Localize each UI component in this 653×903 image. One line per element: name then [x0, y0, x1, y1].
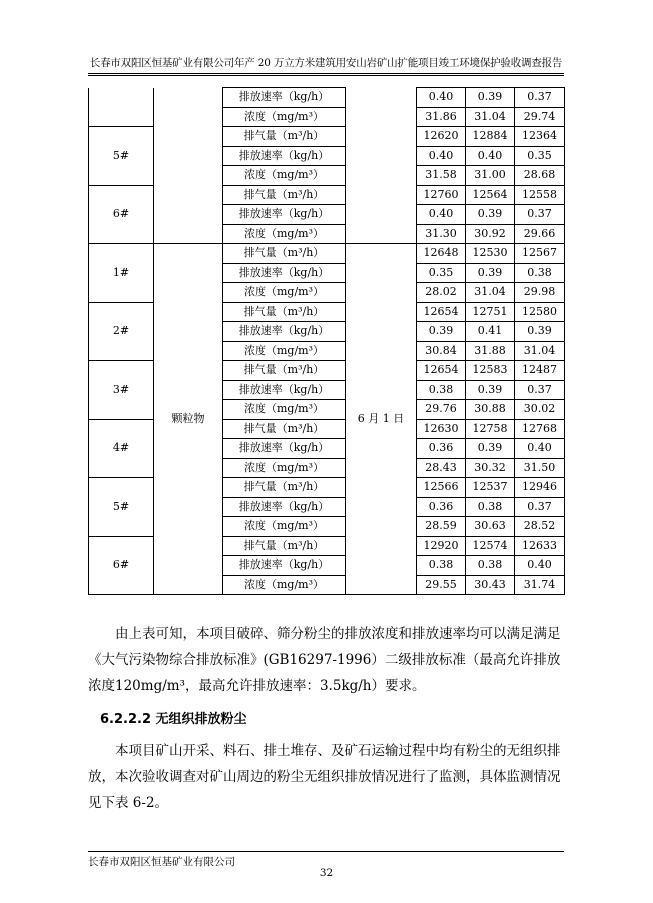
monitoring-table — [88, 87, 565, 595]
value-cell: 12567 — [515, 244, 565, 264]
pollutant-cell — [154, 88, 223, 244]
metric-label: 浓度（mg/m³） — [223, 166, 346, 186]
value-cell: 12564 — [466, 185, 515, 205]
conclusion-paragraph — [88, 621, 564, 699]
value-cell: 12654 — [417, 361, 466, 381]
value-cell: 0.37 — [515, 497, 565, 517]
header-rule — [88, 73, 564, 74]
value-cell: 12648 — [417, 244, 466, 264]
header-title: 长春市双阳区恒基矿业有限公司年产 20 万立方米建筑用安山岩矿山扩能项目竣工环境保护验收调查报告 — [89, 57, 563, 69]
metric-label: 浓度（mg/m³） — [223, 458, 346, 478]
value-cell: 0.40 — [417, 88, 466, 108]
metric-label: 排气量（m³/h） — [223, 302, 346, 322]
value-cell: 0.38 — [417, 380, 466, 400]
value-cell: 0.39 — [466, 263, 515, 283]
value-cell: 12751 — [466, 302, 515, 322]
value-cell: 28.68 — [515, 166, 565, 186]
value-cell: 0.37 — [515, 88, 565, 108]
metric-label: 浓度（mg/m³） — [223, 224, 346, 244]
metric-label: 排放速率（kg/h） — [223, 146, 346, 166]
date-label: 6 月 1 日 — [346, 244, 417, 595]
value-cell: 0.40 — [515, 439, 565, 459]
value-cell: 0.38 — [466, 497, 515, 517]
group-label: 6# — [89, 185, 154, 244]
value-cell: 12558 — [515, 185, 565, 205]
metric-label: 浓度（mg/m³） — [223, 107, 346, 127]
metric-label: 排气量（m³/h） — [223, 361, 346, 381]
value-cell: 31.88 — [466, 341, 515, 361]
metric-label: 排放速率（kg/h） — [223, 322, 346, 342]
value-cell: 0.40 — [466, 146, 515, 166]
metric-label: 排放速率（kg/h） — [223, 263, 346, 283]
metric-label: 排放速率（kg/h） — [223, 88, 346, 108]
value-cell: 0.36 — [417, 439, 466, 459]
value-cell: 30.02 — [515, 400, 565, 420]
description-text: 本项目矿山开采、料石、排土堆存、及矿石运输过程中均有粉尘的无组织排放，本次验收调查对矿山周边的粉尘无组织排放情况进行了监测，具体监测情况见下表 6-2。 — [88, 743, 561, 811]
value-cell: 31.30 — [417, 224, 466, 244]
value-cell: 0.39 — [417, 322, 466, 342]
value-cell: 30.92 — [466, 224, 515, 244]
value-cell: 12760 — [417, 185, 466, 205]
value-cell: 0.35 — [515, 146, 565, 166]
value-cell: 0.40 — [515, 556, 565, 576]
value-cell: 12487 — [515, 361, 565, 381]
group-label: 3# — [89, 361, 154, 420]
value-cell: 28.02 — [417, 283, 466, 303]
value-cell: 29.55 — [417, 575, 466, 595]
value-cell: 30.63 — [466, 517, 515, 537]
value-cell: 0.39 — [466, 205, 515, 225]
value-cell: 12920 — [417, 536, 466, 556]
value-cell: 0.39 — [466, 380, 515, 400]
value-cell: 30.84 — [417, 341, 466, 361]
footer-company: 长春市双阳区恒基矿业有限公司 — [88, 856, 235, 868]
metric-label: 排放速率（kg/h） — [223, 497, 346, 517]
value-cell: 0.39 — [515, 322, 565, 342]
value-cell: 0.36 — [417, 497, 466, 517]
value-cell: 0.39 — [466, 88, 515, 108]
value-cell: 30.32 — [466, 458, 515, 478]
value-cell: 12583 — [466, 361, 515, 381]
value-cell: 12758 — [466, 419, 515, 439]
group-label: 5# — [89, 127, 154, 186]
date-cell — [346, 88, 417, 244]
value-cell: 31.00 — [466, 166, 515, 186]
footer-rule — [88, 851, 564, 852]
value-cell: 29.76 — [417, 400, 466, 420]
value-cell: 0.40 — [417, 146, 466, 166]
value-cell: 31.74 — [515, 575, 565, 595]
value-cell: 30.88 — [466, 400, 515, 420]
page-number: 32 — [319, 867, 334, 879]
table-row — [89, 88, 565, 108]
section-heading: 6.2.2.2 无组织排放粉尘 — [100, 712, 247, 727]
value-cell: 0.38 — [466, 556, 515, 576]
value-cell: 12580 — [515, 302, 565, 322]
value-cell: 29.66 — [515, 224, 565, 244]
value-cell: 29.74 — [515, 107, 565, 127]
header-rule-double — [88, 75, 564, 76]
value-cell: 31.04 — [466, 283, 515, 303]
metric-label: 排放速率（kg/h） — [223, 556, 346, 576]
value-cell: 28.43 — [417, 458, 466, 478]
value-cell: 12537 — [466, 478, 515, 498]
value-cell: 31.58 — [417, 166, 466, 186]
metric-label: 浓度（mg/m³） — [223, 575, 346, 595]
value-cell: 29.98 — [515, 283, 565, 303]
value-cell: 0.38 — [515, 263, 565, 283]
description-paragraph — [88, 738, 564, 816]
value-cell: 31.50 — [515, 458, 565, 478]
metric-label: 排放速率（kg/h） — [223, 205, 346, 225]
metric-label: 浓度（mg/m³） — [223, 341, 346, 361]
value-cell: 0.37 — [515, 380, 565, 400]
group-label: 5# — [89, 478, 154, 537]
value-cell: 12946 — [515, 478, 565, 498]
metric-label: 排气量（m³/h） — [223, 419, 346, 439]
value-cell: 12630 — [417, 419, 466, 439]
value-cell: 12530 — [466, 244, 515, 264]
value-cell: 12768 — [515, 419, 565, 439]
value-cell: 0.38 — [417, 556, 466, 576]
value-cell: 12654 — [417, 302, 466, 322]
metric-label: 排气量（m³/h） — [223, 536, 346, 556]
group-label: 1# — [89, 244, 154, 303]
value-cell: 12574 — [466, 536, 515, 556]
value-cell: 31.04 — [515, 341, 565, 361]
metric-label: 排气量（m³/h） — [223, 478, 346, 498]
metric-label: 排放速率（kg/h） — [223, 439, 346, 459]
value-cell: 31.04 — [466, 107, 515, 127]
conclusion-text: 由上表可知，本项目破碎、筛分粉尘的排放浓度和排放速率均可以满足满足《大气污染物综合排放标准》(GB16297-1996）二级排放标准（最高允许排放浓度120mg/m³，最高允许排放速率：3.5kg/h）要求。 — [88, 626, 561, 694]
value-cell: 28.59 — [417, 517, 466, 537]
value-cell: 30.43 — [466, 575, 515, 595]
pollutant-label: 颗粒物 — [154, 244, 223, 595]
value-cell: 0.39 — [466, 439, 515, 459]
metric-label: 排放速率（kg/h） — [223, 380, 346, 400]
value-cell: 12566 — [417, 478, 466, 498]
value-cell: 0.41 — [466, 322, 515, 342]
metric-label: 浓度（mg/m³） — [223, 283, 346, 303]
group-label: 2# — [89, 302, 154, 361]
value-cell: 12620 — [417, 127, 466, 147]
value-cell: 31.86 — [417, 107, 466, 127]
value-cell: 0.40 — [417, 205, 466, 225]
value-cell: 12884 — [466, 127, 515, 147]
group-label: 4# — [89, 419, 154, 478]
metric-label: 浓度（mg/m³） — [223, 517, 346, 537]
metric-label: 排气量（m³/h） — [223, 244, 346, 264]
value-cell: 12633 — [515, 536, 565, 556]
group-label-cell — [89, 88, 154, 127]
value-cell: 0.37 — [515, 205, 565, 225]
table-row — [89, 244, 565, 264]
metric-label: 排气量（m³/h） — [223, 185, 346, 205]
value-cell: 12364 — [515, 127, 565, 147]
metric-label: 排气量（m³/h） — [223, 127, 346, 147]
value-cell: 28.52 — [515, 517, 565, 537]
group-label: 6# — [89, 536, 154, 595]
value-cell: 0.35 — [417, 263, 466, 283]
metric-label: 浓度（mg/m³） — [223, 400, 346, 420]
